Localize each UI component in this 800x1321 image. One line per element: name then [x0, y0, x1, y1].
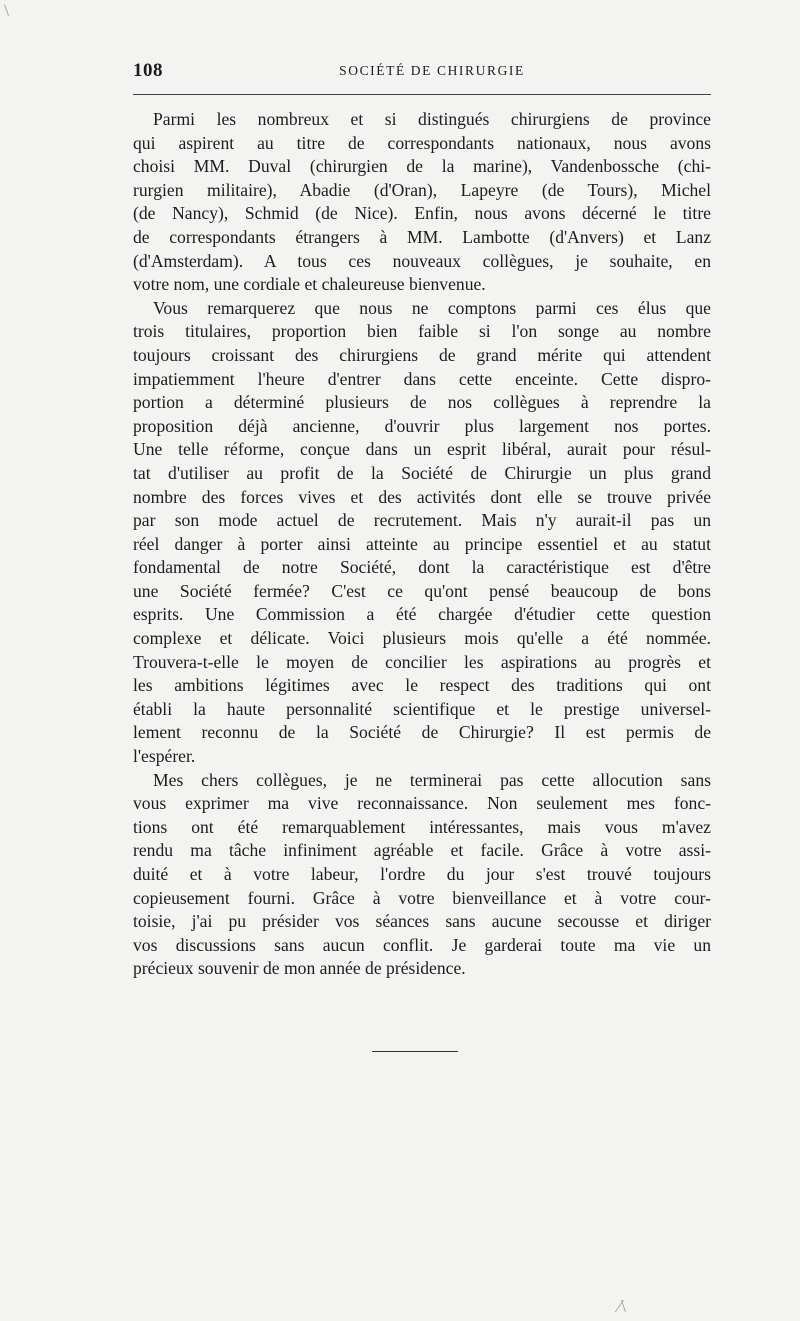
- text-line: nombre des forces vives et des activités dont elle se trouve privée: [133, 486, 711, 507]
- text-line: votre nom, une cordiale et chaleureuse bienvenue.: [133, 274, 486, 295]
- text-line: tions ont été remarquablement intéressantes, mais vous m'avez: [133, 816, 711, 837]
- text-line: Parmi les nombreux et si distingués chirurgiens de province: [153, 109, 711, 129]
- text-line: portion a déterminé plusieurs de nos collègues à reprendre la: [133, 392, 711, 413]
- text-line: par son mode actuel de recrutement. Mais n'y aurait-il pas un: [133, 510, 711, 531]
- text-line: les ambitions légitimes avec le respect des traditions qui ont: [133, 675, 711, 696]
- text-line: précieux souvenir de mon année de présidence.: [133, 958, 466, 979]
- text-line: esprits. Une Commission a été chargée d'étudier cette question: [133, 604, 711, 625]
- text-line: de correspondants étrangers à MM. Lambotte (d'Anvers) et Lanz: [133, 226, 711, 247]
- paragraph: [133, 108, 711, 297]
- paragraph: [133, 297, 711, 769]
- text-line: vos discussions sans aucun conflit. Je garderai toute ma vie un: [133, 934, 711, 955]
- text-line: copieusement fourni. Grâce à votre bienveillance et à votre cour-: [133, 887, 711, 908]
- paragraph: [133, 769, 711, 981]
- text-line: impatiemment l'heure d'entrer dans cette enceinte. Cette dispro-: [133, 368, 711, 389]
- text-line: Vous remarquerez que nous ne comptons parmi ces élus que: [153, 297, 711, 318]
- text-line: vous exprimer ma vive reconnaissance. Non seulement mes fonc-: [133, 793, 711, 814]
- end-rule: [372, 1051, 458, 1052]
- text-line: une Société fermée? C'est ce qu'ont pensé beaucoup de bons: [133, 580, 711, 601]
- text-line: Une telle réforme, conçue dans un esprit libéral, aurait pour résul-: [133, 439, 711, 460]
- text-line: complexe et délicate. Voici plusieurs mois qu'elle a été nommée.: [133, 628, 711, 649]
- text-line: (de Nancy), Schmid (de Nice). Enfin, nous avons décerné le titre: [133, 203, 711, 224]
- text-line: trois titulaires, proportion bien faible si l'on songe au nombre: [133, 321, 711, 342]
- text-line: proposition déjà ancienne, d'ouvrir plus largement nos portes.: [133, 415, 711, 436]
- text-line: réel danger à porter ainsi atteinte au principe essentiel et au statut: [133, 533, 711, 554]
- text-line: Trouvera-t-elle le moyen de concilier les aspirations au progrès et: [133, 651, 711, 672]
- text-line: établi la haute personnalité scientifique et le prestige universel-: [133, 698, 711, 719]
- text-line: Mes chers collègues, je ne terminerai pas cette allocution sans: [153, 769, 711, 790]
- text-line: l'espérer.: [133, 746, 196, 767]
- text-line: tat d'utiliser au profit de la Société de Chirurgie un plus grand: [133, 462, 711, 483]
- text-line: choisi MM. Duval (chirurgien de la marine), Vandenbossche (chi-: [133, 156, 711, 177]
- body-text: [133, 108, 711, 981]
- text-line: fondamental de notre Société, dont la caractéristique est d'être: [133, 557, 711, 578]
- page-header: [133, 58, 711, 88]
- text-line: lement reconnu de la Société de Chirurgie? Il est permis de: [133, 722, 711, 743]
- text-line: rendu ma tâche infiniment agréable et facile. Grâce à votre assi-: [133, 840, 711, 861]
- text-line: toujours croissant des chirurgiens de grand mérite qui attendent: [133, 344, 711, 365]
- page-number: 108: [133, 60, 163, 81]
- text-line: (d'Amsterdam). A tous ces nouveaux collègues, je souhaite, en: [133, 250, 711, 271]
- text-line: rurgien militaire), Abadie (d'Oran), Lapeyre (de Tours), Michel: [133, 179, 711, 200]
- running-head: SOCIÉTÉ DE CHIRURGIE: [339, 63, 525, 78]
- scan-corner-mark: [4, 4, 11, 16]
- text-line: duité et à votre labeur, l'ordre du jour s'est trouvé toujours: [133, 864, 711, 884]
- text-line: toisie, j'ai pu présider vos séances sans aucune secousse et diriger: [133, 911, 711, 932]
- header-rule: [133, 94, 711, 95]
- scan-smudge-mark: ⁄\: [618, 1296, 627, 1316]
- text-line: qui aspirent au titre de correspondants nationaux, nous avons: [133, 132, 711, 153]
